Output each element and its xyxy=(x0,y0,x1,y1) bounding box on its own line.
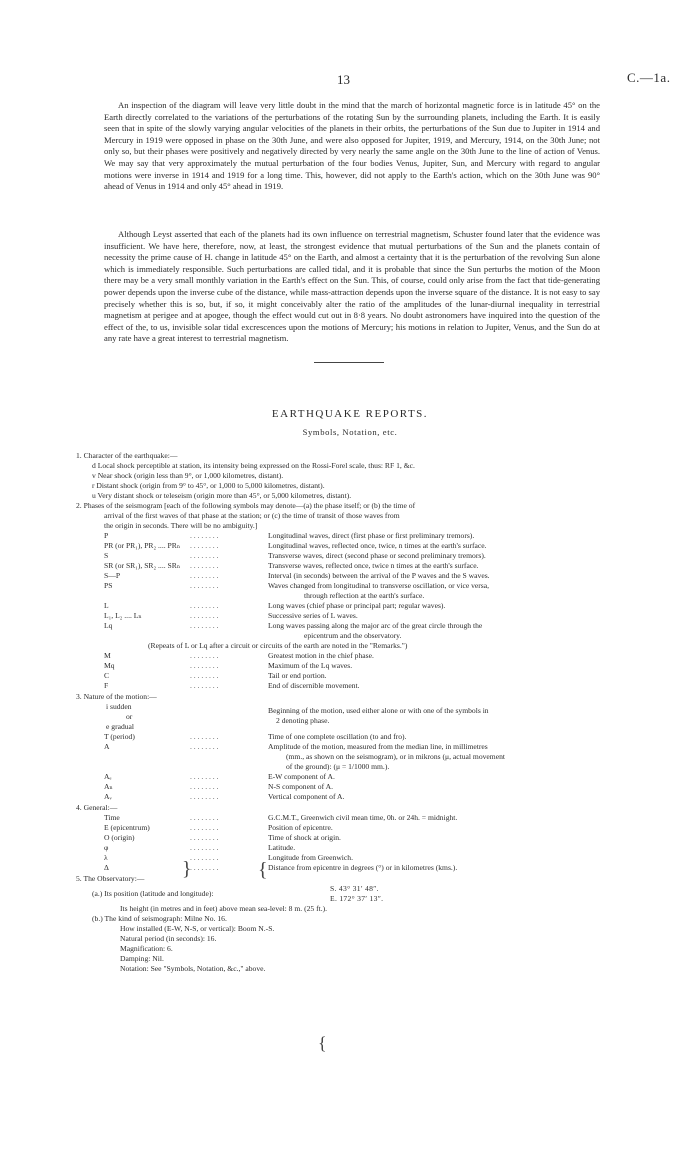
notation-line-s5: S—P xyxy=(104,571,121,580)
notation-line-d18: N-S component of A. xyxy=(268,782,333,791)
notation-line-d4: Transverse waves, reflected once, twice n times at the earth's surface. xyxy=(268,561,479,570)
notation-line-d2: Longitudinal waves, reflected once, twice, n times at the earth's surface. xyxy=(268,541,487,550)
notation-line-l2: d Local shock perceptible at station, its intensity being expressed on the Rossi-Forel scale, thus: RF 1, &c. xyxy=(92,461,415,470)
notation-line-o5: Natural period (in seconds): 16. xyxy=(120,934,217,943)
notation-line-s2: PR (or PR₁), PR₂ .... PRₙ xyxy=(104,541,181,550)
dot-leader: . . . . . . . . xyxy=(190,863,219,872)
notation-line-s14a: i sudden xyxy=(106,702,132,711)
notation-line-s8: L₁, L₂ .... Lₙ xyxy=(104,611,142,620)
dot-leader: . . . . . . . . xyxy=(190,611,219,620)
page-number: 13 xyxy=(337,72,350,87)
notation-line-d16c: of the ground): (μ = 1/1000 mm.). xyxy=(286,762,390,771)
notation-line-s10: M xyxy=(104,651,111,660)
notation-line-o2: Its height (in metres and in feet) above mean sea-level: 8 m. (25 ft.). xyxy=(120,904,328,913)
notation-line-s15: T (period) xyxy=(104,732,135,741)
notation-line-o1a: S. 43° 31′ 48″. xyxy=(330,884,379,893)
notation-line-s1: P xyxy=(104,531,109,540)
notation-line-rep: (Repeats of L or Lq after a circuit or circuits of the earth are noted in the "Remarks.") xyxy=(148,641,408,650)
notation-line-s20: Time xyxy=(104,813,120,822)
dot-leader: . . . . . . . . xyxy=(190,541,219,550)
notation-line-d25: Distance from epicentre in degrees (°) or in kilometres (kms.). xyxy=(268,863,458,872)
notation-line-d15: Time of one complete oscillation (to and fro). xyxy=(268,732,407,741)
dot-leader: . . . . . . . . xyxy=(190,853,219,862)
dot-leader: . . . . . . . . xyxy=(190,661,219,670)
notation-line-l6: 2. Phases of the seismogram [each of the following symbols may denote—(a) the phase itself; or (b) the time of xyxy=(76,501,416,510)
notation-line-d13: End of discernible movement. xyxy=(268,681,360,690)
dot-leader: . . . . . . . . xyxy=(190,571,219,580)
notation-line-l4: r Distant shock (origin from 9° to 45°, or 1,000 to 5,000 kilometres, distant). xyxy=(92,481,325,490)
notation-line-o4: How installed (E-W, N-S, or vertical): Boom N.-S. xyxy=(120,924,275,933)
notation-line-d10: Greatest motion in the chief phase. xyxy=(268,651,374,660)
notation-line-o6: Magnification: 6. xyxy=(120,944,173,953)
dot-leader: . . . . . . . . xyxy=(190,772,219,781)
notation-line-d6: Waves changed from longitudinal to transverse oscillation, or vice versa, xyxy=(268,581,490,590)
dot-leader: . . . . . . . . xyxy=(190,792,219,801)
dot-leader: . . . . . . . . xyxy=(190,621,219,630)
notation-line-d3: Transverse waves, direct (second phase or second preliminary tremors). xyxy=(268,551,486,560)
notation-line-s23: φ xyxy=(104,843,109,852)
notation-line-d8: Successive series of L waves. xyxy=(268,611,358,620)
notation-line-l5: u Very distant shock or teleseism (origin more than 45°, or 5,000 kilometres, distant). xyxy=(92,491,352,500)
notation-line-d24: Longitude from Greenwich. xyxy=(268,853,353,862)
dot-leader: . . . . . . . . xyxy=(190,681,219,690)
notation-line-d9: Long waves passing along the major arc of the great circle through the xyxy=(268,621,483,630)
notation-line-s4: SR (or SR₁), SR₂ .... SRₙ xyxy=(104,561,181,570)
dot-leader: . . . . . . . . xyxy=(190,732,219,741)
position-brace: { xyxy=(318,1033,327,1053)
notation-line-o8: Notation: See "Symbols, Notation, &c.," above. xyxy=(120,964,266,973)
notation-line-d1: Longitudinal waves, direct (first phase or first preliminary tremors). xyxy=(268,531,475,540)
dot-leader: . . . . . . . . xyxy=(190,601,219,610)
notation-line-o1: (a.) Its position (latitude and longitude): xyxy=(92,889,214,898)
notation-line-l11: 5. The Observatory:— xyxy=(76,874,145,883)
notation-line-d20: G.C.M.T., Greenwich civil mean time, 0h. or 24h. = midnight. xyxy=(268,813,458,822)
notation-line-d17: E-W component of A. xyxy=(268,772,335,781)
page-reference: C.—1a. xyxy=(627,70,671,85)
notation-line-d5: Interval (in seconds) between the arrival of the P waves and the S waves. xyxy=(268,571,490,580)
dot-leader: . . . . . . . . xyxy=(190,782,219,791)
dot-leader: . . . . . . . . xyxy=(190,823,219,832)
section-divider xyxy=(314,362,384,363)
notation-line-s12: C xyxy=(104,671,110,680)
dot-leader: . . . . . . . . xyxy=(190,843,219,852)
notation-line-s7: L xyxy=(104,601,109,610)
notation-line-d21: Position of epicentre. xyxy=(268,823,333,832)
notation-line-s6: PS xyxy=(104,581,113,590)
dot-leader: . . . . . . . . xyxy=(190,742,219,751)
dot-leader: . . . . . . . . xyxy=(190,581,219,590)
notation-line-d9b: epicentrum and the observatory. xyxy=(304,631,402,640)
notation-line-d7: Long waves (chief phase or principal part; regular waves). xyxy=(268,601,446,610)
dot-leader: . . . . . . . . xyxy=(190,651,219,660)
dot-leader: . . . . . . . . xyxy=(190,531,219,540)
earthquake-reports-heading: EARTHQUAKE REPORTS. xyxy=(271,408,429,420)
notation-line-d23: Latitude. xyxy=(268,843,296,852)
dot-leader: . . . . . . . . xyxy=(190,671,219,680)
notation-line-s14b: or xyxy=(126,712,133,721)
notation-line-s22: O (origin) xyxy=(104,833,135,842)
notation-line-s9: Lq xyxy=(104,621,113,630)
notation-line-l7: arrival of the first waves of that phase at the station; or (c) the time of transit of those waves from xyxy=(104,511,400,520)
notation-line-d19: Vertical component of A. xyxy=(268,792,345,801)
notation-line-s17: Aₑ xyxy=(104,772,112,781)
notation-line-s13: F xyxy=(104,681,109,690)
notation-line-l8: the origin in seconds. There will be no ambiguity.] xyxy=(104,521,258,530)
notation-line-l1: 1. Character of the earthquake:— xyxy=(76,451,178,460)
notation-line-s24: λ xyxy=(104,853,108,862)
notation-line-s14c: e gradual xyxy=(106,722,135,731)
notation-line-s21: E (epicentrum) xyxy=(104,823,150,832)
notation-line-d16: Amplitude of the motion, measured from the median line, in millimetres xyxy=(268,742,488,751)
notation-line-s11: Mq xyxy=(104,661,115,670)
notation-line-l9: 3. Nature of the motion:— xyxy=(76,692,157,701)
dot-leader: . . . . . . . . xyxy=(190,551,219,560)
notation-line-o7: Damping: Nil. xyxy=(120,954,164,963)
paragraph-leyst-schuster: Although Leyst asserted that each of the planets had its own influence on terrestrial magnetism, Schuster found later that the evidence was insufficient. We have here, therefore, now, at least, the strongest evidence that mutual perturbations of the Sun and the planets contain of necessity the prime cause of H. change in latitude 45° on the Earth, and almost a certainty that it is the perturbation of the revolving Sun alone which is immediately responsible. Such perturbations are called tidal, and it is probable that since the Sun perturbs the motion of the Moon there may be a very small monthly variation in the Earth's effect on the Sun. This, of course, could only arise from the fact that tide-generating power depends upon the inverse cube of the distance, while mass-attraction depends upon the inverse square of the distance. It is not easy to say precisely whether this is so, but, if so, it might conceivably alter the ratio of the amplitudes of the lunar-diurnal inequality in terrestrial magnetism at perigee and at apogee, though the effect would cut out in 8·8 years. No doubt astronomers have inquired into the question of the effect of the, to us, invisible solar tidal excrescences upon the motions of Mercury; his motions in relation to Jupiter, Venus, and the Sun do at any rate have a great interest to terrestrial magnetism. xyxy=(104,229,600,344)
notation-line-d12: Tail or end portion. xyxy=(268,671,327,680)
notation-line-s18: Aₙ xyxy=(104,782,113,791)
notation-line-s25: Δ xyxy=(104,863,109,872)
notation-line-o3: (b.) The kind of seismograph: Milne No. 16. xyxy=(92,914,227,923)
notation-line-l3: v Near shock (origin less than 9°, or 1,000 kilometres, distant). xyxy=(92,471,284,480)
notation-line-d6b: through reflection at the earth's surface. xyxy=(304,591,425,600)
notation-line-s19: Aᵥ xyxy=(104,792,112,801)
nature-brace-right: { xyxy=(258,859,268,881)
symbols-notation-subheading: Symbols, Notation, etc. xyxy=(302,427,398,437)
dot-leader: . . . . . . . . xyxy=(190,813,219,822)
notation-line-s3: S xyxy=(104,551,109,560)
notation-line-d22: Time of shock at origin. xyxy=(268,833,341,842)
notation-line-d14: Beginning of the motion, used either alone or with one of the symbols in xyxy=(268,706,489,715)
nature-brace-left: } xyxy=(182,858,192,880)
notation-line-d14b: 2 denoting phase. xyxy=(276,716,330,725)
notation-line-o1b: E. 172° 37′ 13″. xyxy=(330,894,384,903)
dot-leader: . . . . . . . . xyxy=(190,561,219,570)
notation-line-l10: 4. General:— xyxy=(76,803,118,812)
dot-leader: . . . . . . . . xyxy=(190,833,219,842)
notation-line-d11: Maximum of the Lq waves. xyxy=(268,661,353,670)
notation-line-d16b: (mm., as shown on the seismogram), or in mikrons (μ, actual movement xyxy=(286,752,505,761)
paragraph-diagram-inspection: An inspection of the diagram will leave very little doubt in the mind that the march of horizontal magnetic force is in latitude 45° on the Earth directly correlated to the variations of the perturbations of the rotating Sun by the surrounding planets, including the Earth. It is easily seen that in spite of the slowly varying angular velocities of the planets in their orbits, the perturbations of the Sun due to Jupiter in 1914 and Mercury in 1919 were opposed in phase on the 30th June, and were also opposed for Jupiter, 1919, and Mercury, 1914, on the 30th June; not only so, but their phases were positively and negatively directed by very nearly the same angle on the 30th June to the line of action of Venus. We may say that very approximately the mutual perturbation of the four bodies Venus, Jupiter, Sun, and Mercury with regard to angular motions were inverse in 1914 and 1919 for a long time. This, however, did not apply to the Earth's action, which on the 30th June was 90° ahead of Venus in 1914 and only 45° ahead in 1919. xyxy=(104,100,600,192)
notation-line-s16: A xyxy=(104,742,110,751)
